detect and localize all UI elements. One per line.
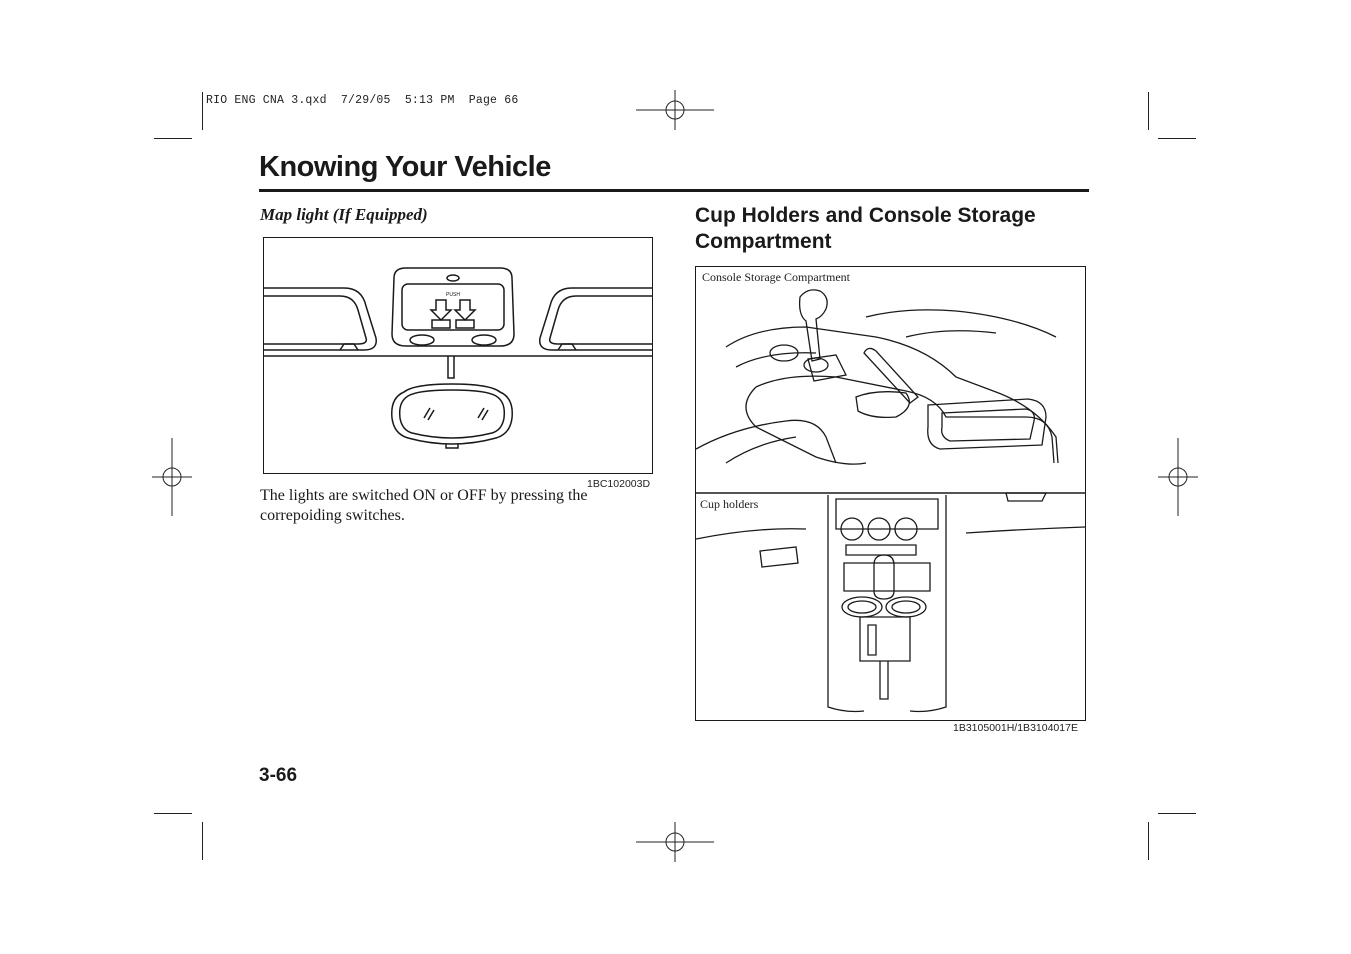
registration-mark-right: [1158, 438, 1198, 516]
page-number: 3-66: [259, 765, 298, 786]
registration-mark-top: [636, 90, 714, 130]
map-light-illustration: [263, 237, 653, 474]
printer-slug: RIO ENG CNA 3.qxd 7/29/05 5:13 PM Page 66: [206, 94, 519, 107]
map-light-subheading: Map light (If Equipped): [260, 205, 428, 224]
registration-mark-left: [152, 438, 192, 516]
map-light-figure-code: 1BC102003D: [587, 478, 651, 490]
push-label: PUSH: [446, 292, 460, 298]
console-figure-code: 1B3105001H/1B3104017E: [953, 722, 1078, 734]
console-storage-label: Console Storage Compartment: [702, 270, 850, 284]
header-rule: [259, 189, 1089, 192]
page-title: Knowing Your Vehicle: [259, 151, 551, 183]
cup-holders-label: Cup holders: [700, 497, 759, 511]
registration-mark-bottom: [636, 822, 714, 862]
console-cup-holder-illustration: [695, 266, 1086, 721]
map-light-body-text: The lights are switched ON or OFF by pressing the correpoiding switches.: [260, 487, 588, 524]
cup-holders-heading: Cup Holders and Console Storage Compartment: [695, 204, 1036, 253]
